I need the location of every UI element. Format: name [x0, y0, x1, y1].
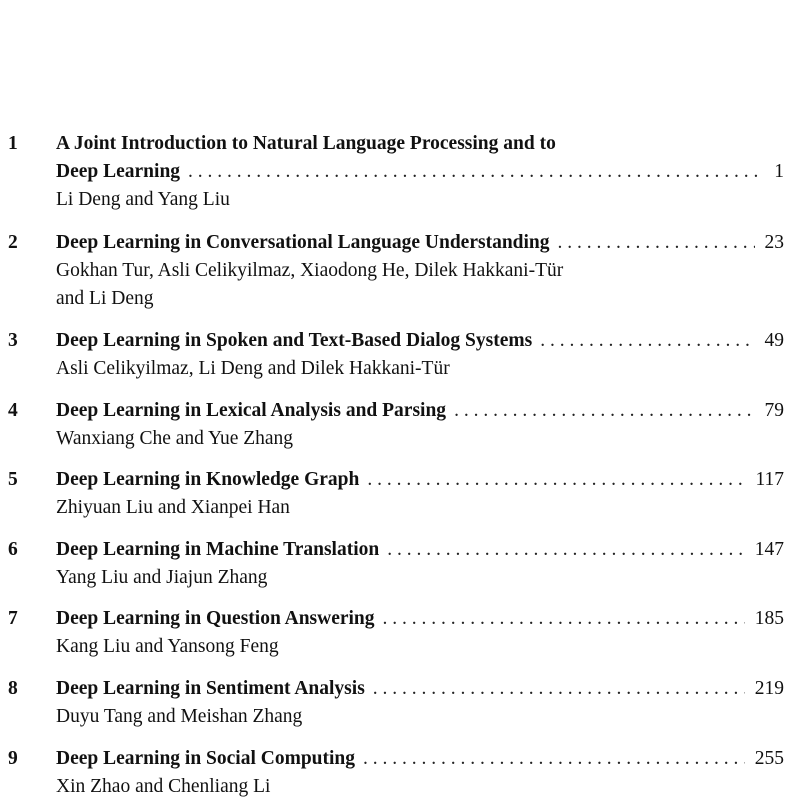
chapter-number: 6: [8, 539, 18, 560]
chapter-authors: Li Deng and Yang Liu: [56, 189, 230, 210]
chapter-number: 5: [8, 469, 18, 490]
chapter-title: Deep Learning in Machine Translation: [56, 539, 380, 560]
chapter-number: 9: [8, 748, 18, 769]
chapter-authors: Zhiyuan Liu and Xianpei Han: [56, 497, 290, 518]
chapter-authors: Yang Liu and Jiajun Zhang: [56, 567, 268, 588]
chapter-title-line: [56, 327, 784, 355]
chapter-number: 7: [8, 608, 18, 629]
chapter-title-line-2: [56, 158, 784, 186]
dot-leader: [379, 536, 745, 564]
dot-leader: [446, 397, 754, 425]
page-number: 1: [774, 161, 784, 182]
chapter-number: 4: [8, 400, 18, 421]
chapter-title: Deep Learning in Conversational Language Understanding: [56, 232, 550, 253]
page-number: 255: [754, 748, 784, 769]
dot-leader: [375, 605, 745, 633]
page-number: 117: [755, 469, 784, 490]
chapter-title-line: [56, 466, 784, 494]
chapter-authors: Gokhan Tur, Asli Celikyilmaz, Xiaodong He, Dilek Hakkani-Tür: [56, 260, 564, 281]
chapter-title: Deep Learning in Knowledge Graph: [56, 469, 360, 490]
chapter-authors: Kang Liu and Yansong Feng: [56, 636, 279, 657]
chapter-title: A Joint Introduction to Natural Language Processing and to: [56, 133, 556, 154]
chapter-number: 8: [8, 678, 18, 699]
chapter-number: 2: [8, 232, 18, 253]
chapter-authors: Duyu Tang and Meishan Zhang: [56, 706, 303, 727]
chapter-number: 3: [8, 330, 18, 351]
page-number: 147: [754, 539, 784, 560]
dot-leader: [365, 675, 745, 703]
chapter-authors: Xin Zhao and Chenliang Li: [56, 776, 271, 797]
page-number: 79: [764, 400, 784, 421]
page-number: 49: [764, 330, 784, 351]
dot-leader: [532, 327, 754, 355]
chapter-number: 1: [8, 133, 18, 154]
page-number: 185: [754, 608, 784, 629]
chapter-title: Deep Learning in Spoken and Text-Based Dialog Systems: [56, 330, 533, 351]
chapter-title: Deep Learning in Sentiment Analysis: [56, 678, 365, 699]
chapter-authors: Wanxiang Che and Yue Zhang: [56, 428, 294, 449]
page-number: 23: [764, 232, 784, 253]
chapter-title: Deep Learning in Social Computing: [56, 748, 356, 769]
chapter-title-line: [56, 675, 784, 703]
dot-leader: [180, 158, 764, 186]
chapter-title: Deep Learning in Lexical Analysis and Parsing: [56, 400, 447, 421]
chapter-title-line: [56, 745, 784, 773]
dot-leader: [355, 745, 745, 773]
page-number: 219: [754, 678, 784, 699]
chapter-title-line: [56, 397, 784, 425]
chapter-authors-continued: and Li Deng: [56, 288, 154, 309]
dot-leader: [359, 466, 745, 494]
chapter-title-line: [56, 536, 784, 564]
chapter-title-continued: Deep Learning: [56, 161, 181, 182]
chapter-title-line: [56, 229, 784, 257]
dot-leader: [550, 229, 755, 257]
chapter-authors: Asli Celikyilmaz, Li Deng and Dilek Hakkani-Tür: [56, 358, 450, 379]
chapter-title-line-1: [56, 130, 784, 158]
chapter-title-line: [56, 605, 784, 633]
chapter-title: Deep Learning in Question Answering: [56, 608, 375, 629]
